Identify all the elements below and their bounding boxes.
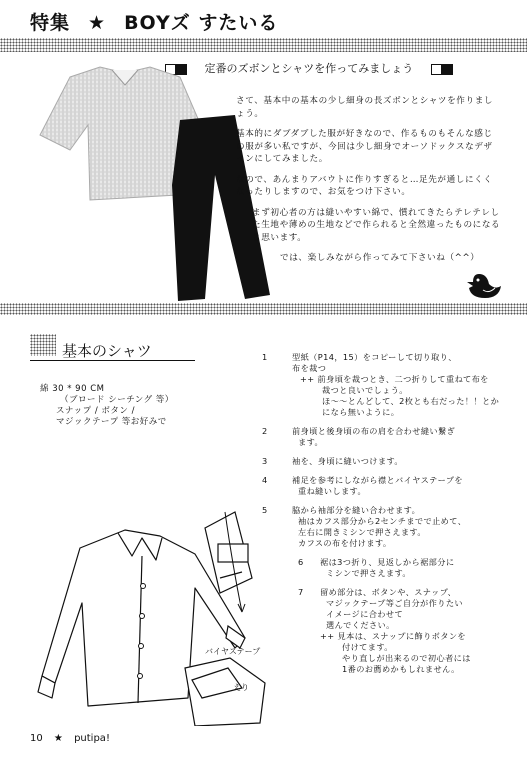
- step-item: 5 脇から袖部分を縫い合わせます。 袖はカフス部分から2センチまでで止めて、 左右に開きミシンで押さえます。 カフスの布を付けます。: [262, 505, 467, 548]
- step-number: 4: [262, 475, 268, 485]
- section-title: 基本のシャツ: [62, 342, 152, 360]
- steps-list: [262, 352, 512, 683]
- page-title: 特集 ★ BOYズ すたいる: [30, 12, 279, 34]
- step-number: 2: [262, 426, 268, 436]
- step-number: 6: [298, 557, 304, 567]
- intro-paragraph: まず初心者の方は縫いやすい綿で、慣れてきたらテレテレした生地や薄めの生地などで作られると全然違ったものになると思います。: [252, 207, 501, 243]
- materials-line: （ブロード シーチング 等）: [60, 395, 174, 405]
- step-item: 3 袖を、身頃に縫いつけます。: [262, 456, 403, 466]
- materials-line: 綿 30 * 90 CM: [40, 384, 105, 394]
- footer: [30, 733, 110, 744]
- step-item: 1 型紙（P14，15）をコピーして切り取り、 布を裁つ ++ 前身頃を裁つとき、二つ折りして重ねて布を 裁つと良いでしょう。 ほ〜〜とんどして、2枚とも右だった！！とか になら無いように。: [262, 352, 512, 418]
- square-filled-icon: [442, 64, 453, 75]
- intro-paragraph: なので、あんまりアバウトに作りすぎると…足先が通しにくくなったりしますので、お気をつけ下さい。: [236, 174, 493, 197]
- step-item: 4 補足を参考にしながら襟とバイヤステープを 重ね縫いします。: [262, 475, 464, 496]
- subheading: 定番のズボンとシャツを作ってみましょう: [165, 60, 453, 76]
- step-number: 7: [298, 587, 304, 597]
- materials-line: スナップ / ボタン /: [56, 406, 135, 416]
- section-icon: [30, 334, 56, 356]
- publication-name: putipa!: [74, 733, 110, 744]
- step-number: 5: [262, 505, 268, 515]
- shirt-pants-photo: [30, 55, 270, 305]
- title-dot-band: [0, 38, 527, 52]
- intro-text: [236, 95, 501, 273]
- page-number: 10: [30, 733, 43, 744]
- materials-list: [40, 384, 174, 428]
- star-icon: ★: [53, 733, 63, 744]
- bird-icon: [465, 268, 505, 302]
- star-icon: ★: [88, 12, 107, 34]
- section-underline: [30, 360, 195, 361]
- intro-paragraph: 基本的にダブダブした服が好きなので、作るものもそんな感じの服が多い私ですが、今回は少し細身でオーソドックスなデザインにしてみました。: [236, 129, 493, 164]
- divider-dot-band: [0, 303, 527, 315]
- intro-paragraph: さて、基本中の基本の少し細身の長ズボンとシャツを作りましょう。: [236, 96, 494, 119]
- step-note: ++ 見本は、スナップに飾りボタンを 付けてます。 やり直しが出来るので初心者には 1番のお薦めかもしれません。: [320, 631, 471, 674]
- step-item: 2 前身頃と後身頃の布の肩を合わせ縫い繋ぎ ます。: [262, 426, 456, 447]
- step-item: 6 裾は3つ折り、見返しから裾部分に ミシンで押さえます。: [298, 557, 455, 578]
- materials-line: マジックテープ 等お好みで: [56, 417, 167, 427]
- step-item: 7 留め部分は、ボタンや、スナップ、 マジックテープ等ご自分が作りたい イメージに合わせて 選んでください。 ++ 見本は、スナップに飾りボタンを 付けてます。 やり直しが出来るので初心者には 1番のお薦めかもしれません。: [262, 587, 512, 675]
- step-number: 1: [262, 352, 268, 362]
- collar-label: えり: [233, 683, 249, 692]
- step-number: 3: [262, 456, 268, 466]
- square-outline-icon: [431, 64, 442, 75]
- shirt-diagram: [30, 508, 270, 726]
- intro-paragraph: では、楽しみながら作ってみて下さいね（^^）: [280, 253, 480, 263]
- bias-tape-label: バイヤステープ: [205, 647, 261, 656]
- step-note: ++ 前身頃を裁つとき、二つ折りして重ねて布を 裁つと良いでしょう。 ほ〜〜とんどして、2枚とも右だった！！とか になら無いように。: [300, 374, 500, 417]
